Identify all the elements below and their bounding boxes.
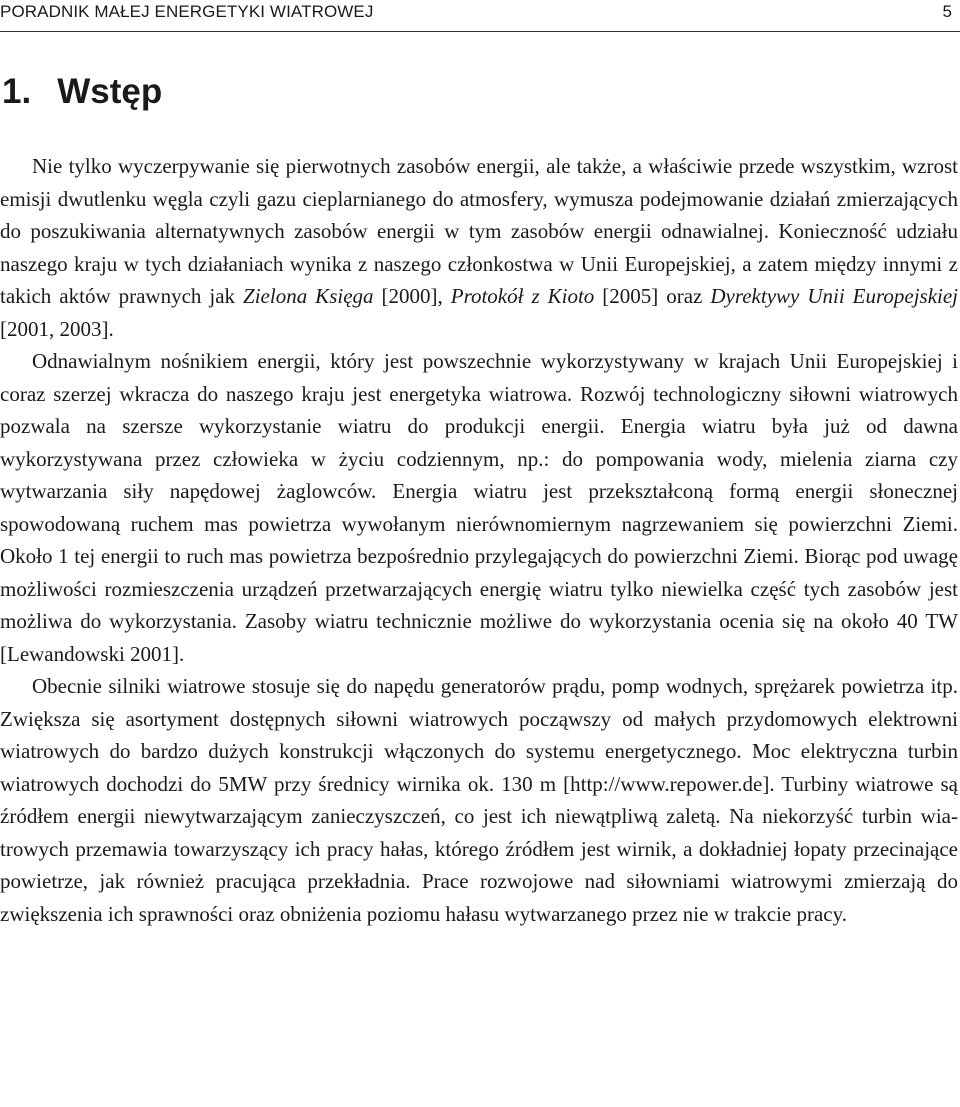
paragraph-1-text-a: Nie tylko wyczerpywanie się pierwotnych zasobów energii, ale także, a właściwie przede wszystkim, wzrost emisji dwutlenku węgla czyli gazu cieplarnianego do atmosfery, wymusza podejmowanie działań zmierzających do poszukiwania alternatywnych zasobów energii w tym zasobów energii odnawialnej. Konieczność udziału naszego kraju w tych działaniach wynika z naszego członkostwa w Unii Europejskiej, a zatem między innymi z takich aktów prawnych jak xyxy=(0,154,958,308)
body-text xyxy=(0,150,958,930)
header-divider xyxy=(0,31,960,32)
chapter-title-text: Wstęp xyxy=(57,72,163,111)
running-title: PORADNIK MAŁEJ ENERGETYKI WIATROWEJ xyxy=(0,2,374,21)
citation-dyrektywy-ue: Dyrektywy Unii Europejskiej xyxy=(710,284,959,308)
citation-protokol-z-kioto: Protokół z Kioto xyxy=(450,284,595,308)
citation-zielona-ksiega: Zielona Księga xyxy=(243,284,374,308)
chapter-title xyxy=(0,72,162,112)
paragraph-2: Odnawialnym nośnikiem energii, który jest powszechnie wykorzystywany w krajach Unii Europejskiej i coraz szerzej wkracza do naszego kraju jest energetyka wiatrowa. Rozwój technologiczny siłowni wiatrowych pozwala na szersze wykorzystanie wiatru do produkcji energii. Energia wiatru była już od dawna wykorzystywana przez człowieka w życiu codziennym, np.: do pompowania wody, mielenia ziarna czy wytwarzania siły napędowej żaglowców. Energia wiatru jest przekształconą formą energii słonecznej spowodowaną ruchem mas powietrza wywołanym nierównomiernym nagrzewaniem się powierzchni Ziemi. Około 1 tej energii to ruch mas powietrza bezpośrednio przylegających do powierzchni Ziemi. Biorąc pod uwagę możliwości rozmieszczenia urządzeń przetwarzających energię wiatru tylko niewielka część tych zasobów jest możliwa do wykorzystania. Zasoby wiatru technicznie możliwe do wykorzystania ocenia się na około 40 TW [Lewandowski 2001]. xyxy=(0,349,958,666)
paragraph-1-text-b: [2000], xyxy=(381,284,443,308)
paragraph-1 xyxy=(0,150,958,345)
page-number: 5 xyxy=(942,2,952,21)
paragraph-3: Obecnie silniki wiatrowe stosuje się do napędu generatorów prądu, pomp wodnych, sprężarek powietrza itp. Zwiększa się asortyment dostępnych siłowni wiatrowych począwszy od małych przydomowych elektrowni wiatrowych do bardzo dużych konstrukcji włączonych do systemu energetycznego. Moc elektryczna turbin wiatrowych dochodzi do 5MW przy średnicy wirnika ok. 130 m [http://www.repower.de]. Turbiny wiatrowe są źródłem energii niewytwarzającym zanieczyszczeń, co jest ich niewątpliwą zaletą. Na niekorzyść turbin wiatrowych przemawia towarzyszący ich pracy hałas, którego źródłem jest wirnik, a dokładniej łopaty przecinające powietrze, jak również pracująca przekładnia. Prace rozwojowe nad siłowniami wiatrowymi zmierzają do zwiększenia ich sprawności oraz obniżenia poziomu hałasu wytwarzanego przez nie w trakcie pracy. xyxy=(0,674,958,926)
running-header xyxy=(0,2,952,26)
paragraph-1-text-d: [2001, 2003]. xyxy=(0,316,114,341)
chapter-number: 1. xyxy=(2,72,32,111)
paragraph-1-text-c: [2005] oraz xyxy=(602,284,703,308)
